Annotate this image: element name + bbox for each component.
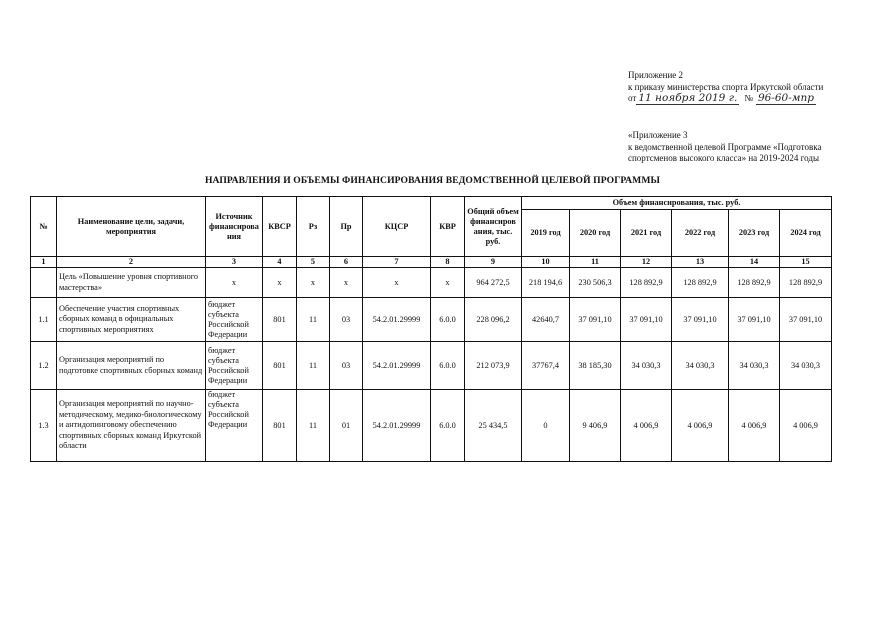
row-year-value: 34 030,3 [621,342,672,390]
row-year-value: 38 185,30 [570,342,621,390]
row-year-value: 34 030,3 [780,342,832,390]
column-number: 9 [465,257,522,268]
header-kvr: КВР [431,197,465,257]
column-number: 11 [570,257,621,268]
row-no: 1.3 [31,390,57,462]
column-number: 4 [263,257,297,268]
row-no [31,268,57,298]
handwritten-date: 11 ноября 2019 г. [638,92,738,104]
program-annex-line-1: «Приложение 3 [628,130,688,140]
row-kvsr: 801 [263,390,297,462]
row-year-value: 128 892,9 [780,268,832,298]
row-year-value: 37 091,10 [621,298,672,342]
column-number: 13 [672,257,729,268]
row-rz: 11 [297,390,330,462]
row-no: 1.1 [31,298,57,342]
row-year-value: 9 406,9 [570,390,621,462]
row-name: Организация мероприятий по подготовке спортивных сборных команд [57,342,206,390]
row-year-value: 128 892,9 [621,268,672,298]
row-year-value: 4 006,9 [621,390,672,462]
header-year: 2021 год [621,210,672,257]
row-pr: 03 [330,342,363,390]
row-total: 25 434,5 [465,390,522,462]
header-kvsr: КВСР [263,197,297,257]
row-name: Организация мероприятий по научно-методическому, медико-биологическому и антидопинговому обеспечению спортивных сборных команд Иркутской области [57,390,206,462]
row-year-value: 4 006,9 [780,390,832,462]
row-kcsr: 54.2.01.29999 [363,390,431,462]
row-kvsr: 801 [263,298,297,342]
row-source: бюджет субъекта Российской Федерации [206,390,263,462]
from-label: от [628,93,637,103]
row-kvr: 6.0.0 [431,342,465,390]
row-year-value: 34 030,3 [729,342,780,390]
header-funding-group: Объем финансирования, тыс. руб. [522,197,832,210]
row-year-value: 4 006,9 [672,390,729,462]
header-year: 2019 год [522,210,570,257]
table-row [31,298,832,342]
column-number: 10 [522,257,570,268]
row-pr: 03 [330,298,363,342]
row-year-value: 128 892,9 [729,268,780,298]
row-year-value: 37767,4 [522,342,570,390]
row-total: 228 096,2 [465,298,522,342]
header-year: 2024 год [780,210,832,257]
row-source: х [206,268,263,298]
row-year-value: 218 194,6 [522,268,570,298]
document-title: НАПРАВЛЕНИЯ И ОБЪЕМЫ ФИНАНСИРОВАНИЯ ВЕДОМСТВЕННОЙ ЦЕЛЕВОЙ ПРОГРАММЫ [204,175,661,186]
row-kvsr: 801 [263,342,297,390]
column-number: 5 [297,257,330,268]
header-rz: Рз [297,197,330,257]
number-label: № [744,93,753,103]
row-source: бюджет субъекта Российской Федерации [206,298,263,342]
date-number-line [628,93,823,105]
header-kcsr: КЦСР [363,197,431,257]
row-kcsr: 54.2.01.29999 [363,342,431,390]
column-number: 8 [431,257,465,268]
header-pr: Пр [330,197,363,257]
column-number: 12 [621,257,672,268]
row-year-value: 37 091,10 [780,298,832,342]
header-year: 2022 год [672,210,729,257]
row-kvr: 6.0.0 [431,298,465,342]
row-rz: 11 [297,342,330,390]
table-row [31,268,832,298]
row-rz: 11 [297,298,330,342]
row-pr: х [330,268,363,298]
row-total: 964 272,5 [465,268,522,298]
row-year-value: 0 [522,390,570,462]
handwritten-number: 96-60-мпр [757,92,814,104]
funding-table [30,196,832,462]
header-no: № [31,197,57,257]
row-year-value: 42640,7 [522,298,570,342]
row-kcsr: х [363,268,431,298]
order-header [628,70,823,105]
header-year: 2020 год [570,210,621,257]
row-kvr: 6.0.0 [431,390,465,462]
row-no: 1.2 [31,342,57,390]
row-kvsr: х [263,268,297,298]
row-name: Цель «Повышение уровня спортивного мастерства» [57,268,206,298]
program-annex-line-2: к ведомственной целевой Программе «Подготовка [628,141,822,152]
row-year-value: 128 892,9 [672,268,729,298]
row-total: 212 073,9 [465,342,522,390]
column-number: 1 [31,257,57,268]
row-pr: 01 [330,390,363,462]
header-source: Источник финансирова ния [206,197,263,257]
header-year: 2023 год [729,210,780,257]
table-row [31,342,832,390]
row-year-value: 37 091,10 [570,298,621,342]
row-year-value: 4 006,9 [729,390,780,462]
order-reference: к приказу министерства спорта Иркутской области [628,81,824,92]
annex-label: Приложение 2 [628,70,684,80]
column-number: 7 [363,257,431,268]
row-source: бюджет субъекта Российской Федерации [206,342,263,390]
row-kcsr: 54.2.01.29999 [363,298,431,342]
program-annex-line-3: спортсменов высокого класса» на 2019-2024 годы [628,153,820,163]
row-rz: х [297,268,330,298]
header-total: Общий объем финансиров ания, тыс. руб. [465,197,522,257]
row-year-value: 34 030,3 [672,342,729,390]
row-year-value: 230 506,3 [570,268,621,298]
row-year-value: 37 091,10 [672,298,729,342]
column-number: 6 [330,257,363,268]
row-kvr: х [431,268,465,298]
column-number: 3 [206,257,263,268]
column-number: 2 [57,257,206,268]
row-name: Обеспечение участия спортивных сборных команд в официальных спортивных мероприятиях [57,298,206,342]
column-number: 15 [780,257,832,268]
program-annex-header [628,130,821,165]
column-number: 14 [729,257,780,268]
row-year-value: 37 091,10 [729,298,780,342]
column-number-row [31,257,832,268]
header-name: Наименование цели, задачи, мероприятия [57,197,206,257]
table-row [31,390,832,462]
